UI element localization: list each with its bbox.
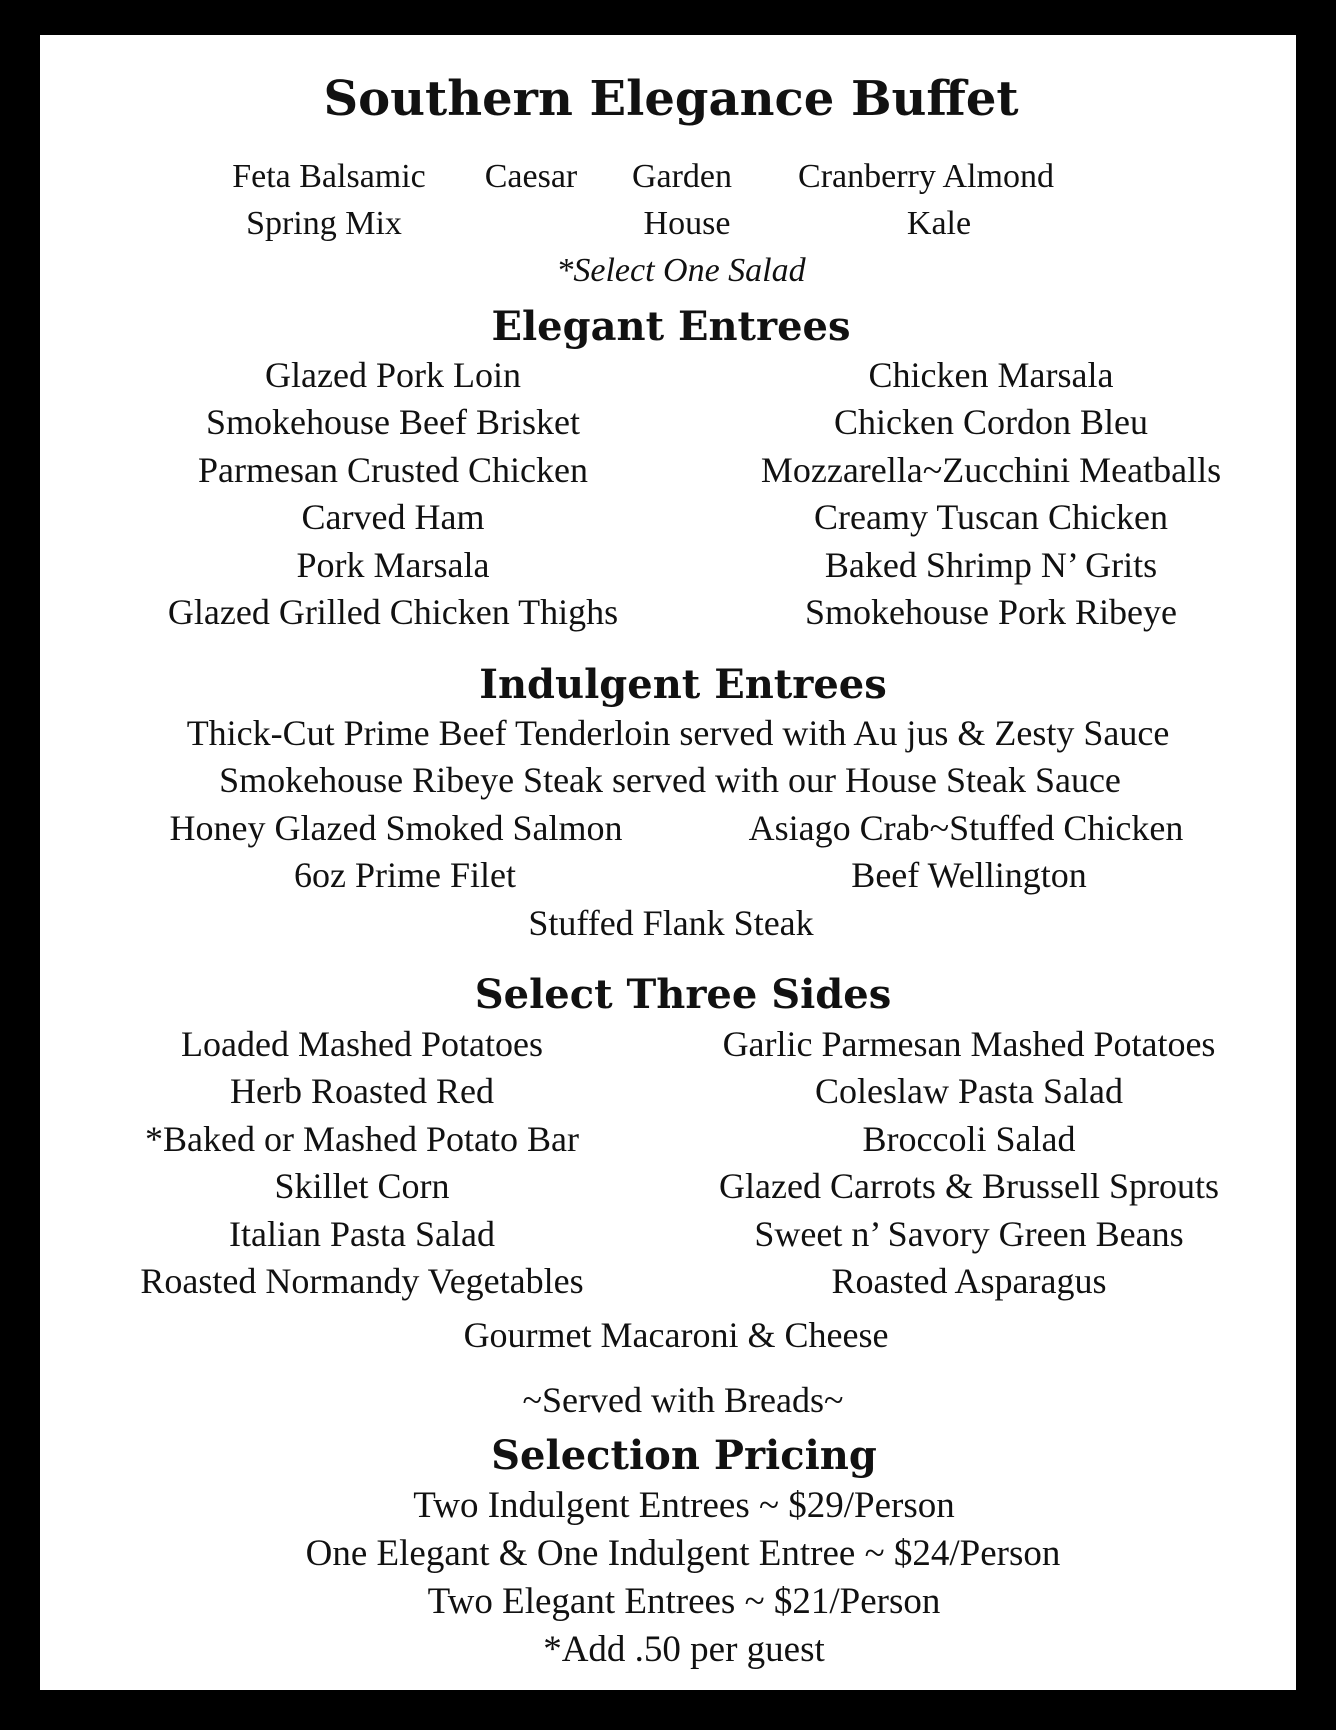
side-item: *Baked or Mashed Potato Bar bbox=[145, 1119, 579, 1159]
side-item: Italian Pasta Salad bbox=[229, 1214, 495, 1254]
elegant-item: Chicken Cordon Bleu bbox=[834, 402, 1148, 442]
page-title: Southern Elegance Buffet bbox=[323, 71, 1019, 127]
pricing-line: One Elegant & One Indulgent Entree ~ $24/Person bbox=[305, 1533, 1061, 1574]
side-item: Loaded Mashed Potatoes bbox=[181, 1024, 543, 1064]
indulgent-item: Smokehouse Ribeye Steak served with our House Steak Sauce bbox=[219, 760, 1121, 800]
elegant-item: Mozzarella~Zucchini Meatballs bbox=[760, 450, 1222, 490]
elegant-item: Smokehouse Pork Ribeye bbox=[805, 592, 1177, 632]
salad-option: Feta Balsamic bbox=[232, 158, 426, 195]
elegant-heading: Elegant Entrees bbox=[491, 303, 851, 350]
indulgent-item: Thick-Cut Prime Beef Tenderloin served with Au jus & Zesty Sauce bbox=[186, 713, 1170, 753]
salad-note: *Select One Salad bbox=[556, 252, 806, 289]
indulgent-item: 6oz Prime Filet bbox=[294, 855, 516, 895]
elegant-item: Parmesan Crusted Chicken bbox=[198, 450, 588, 490]
salad-option: Caesar bbox=[484, 158, 578, 195]
side-item: Roasted Asparagus bbox=[831, 1261, 1107, 1301]
side-item: Skillet Corn bbox=[274, 1166, 450, 1206]
pricing-line: Two Indulgent Entrees ~ $29/Person bbox=[413, 1485, 955, 1526]
salad-option: Garden bbox=[631, 158, 733, 195]
elegant-item: Glazed Pork Loin bbox=[265, 355, 521, 395]
side-item: Glazed Carrots & Brussell Sprouts bbox=[719, 1166, 1219, 1206]
side-item: Garlic Parmesan Mashed Potatoes bbox=[722, 1024, 1216, 1064]
elegant-item: Carved Ham bbox=[301, 497, 485, 537]
elegant-item: Baked Shrimp N’ Grits bbox=[824, 545, 1158, 585]
side-item: Coleslaw Pasta Salad bbox=[815, 1071, 1123, 1111]
indulgent-item: Beef Wellington bbox=[851, 855, 1087, 895]
side-item: Herb Roasted Red bbox=[230, 1071, 494, 1111]
menu-sheet bbox=[40, 35, 1296, 1690]
salad-option: Kale bbox=[906, 205, 972, 242]
indulgent-item: Honey Glazed Smoked Salmon bbox=[169, 808, 623, 848]
salad-option: House bbox=[643, 205, 731, 242]
salad-option: Spring Mix bbox=[246, 205, 402, 242]
elegant-item: Chicken Marsala bbox=[868, 355, 1114, 395]
pricing-heading: Selection Pricing bbox=[491, 1432, 877, 1479]
side-item: Broccoli Salad bbox=[862, 1119, 1076, 1159]
indulgent-item: Asiago Crab~Stuffed Chicken bbox=[748, 808, 1184, 848]
side-item: Gourmet Macaroni & Cheese bbox=[463, 1315, 889, 1355]
side-item: Roasted Normandy Vegetables bbox=[140, 1261, 584, 1301]
breads-note: ~Served with Breads~ bbox=[522, 1380, 844, 1420]
sides-heading: Select Three Sides bbox=[474, 971, 892, 1018]
elegant-item: Glazed Grilled Chicken Thighs bbox=[167, 592, 619, 632]
elegant-item: Creamy Tuscan Chicken bbox=[814, 497, 1168, 537]
elegant-item: Smokehouse Beef Brisket bbox=[206, 402, 580, 442]
side-item: Sweet n’ Savory Green Beans bbox=[754, 1214, 1184, 1254]
pricing-line: Two Elegant Entrees ~ $21/Person bbox=[427, 1581, 941, 1622]
salad-option: Cranberry Almond bbox=[798, 158, 1054, 195]
pricing-line: *Add .50 per guest bbox=[543, 1629, 825, 1670]
elegant-item: Pork Marsala bbox=[296, 545, 490, 585]
indulgent-item: Stuffed Flank Steak bbox=[528, 903, 814, 943]
indulgent-heading: Indulgent Entrees bbox=[479, 661, 887, 708]
